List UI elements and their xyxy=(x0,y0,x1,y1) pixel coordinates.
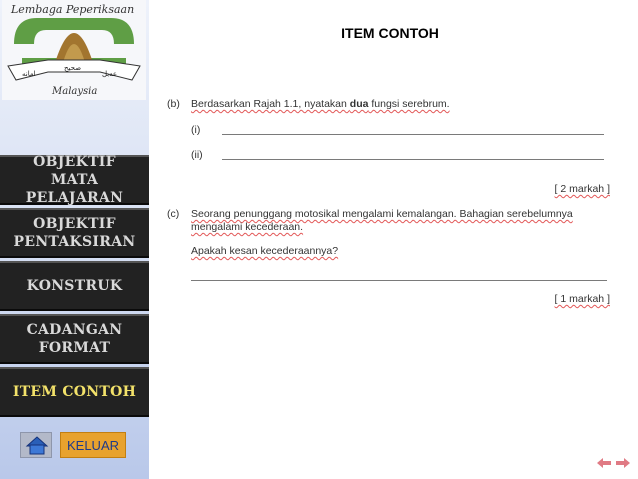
question-c-ask xyxy=(191,245,338,257)
nav-label: OBJEKTIF PENTAKSIRAN xyxy=(13,216,136,250)
nav-objektif-pentaksiran[interactable] xyxy=(0,208,149,258)
answer-line-ii[interactable] xyxy=(222,159,604,160)
marks-c xyxy=(536,293,610,305)
question-c-question: Apakah kesan kecederaannya? xyxy=(191,245,339,257)
home-icon xyxy=(25,435,49,455)
slide-nav xyxy=(596,457,632,469)
marks-b xyxy=(540,183,610,195)
logo xyxy=(2,0,146,100)
home-button[interactable] xyxy=(20,432,52,458)
sub-question-ii: (ii) xyxy=(191,149,203,161)
nav-item-contoh[interactable] xyxy=(0,367,149,417)
logo-banner-center: صحيح xyxy=(64,64,82,72)
logo-arc-text: Lembaga Peperiksaan xyxy=(11,3,135,16)
question-c-line2: mengalami kecederaan. xyxy=(191,221,304,233)
nav-objektif-mata-pelajaran[interactable] xyxy=(0,155,149,205)
question-b-number: (b) xyxy=(167,98,180,110)
sidebar xyxy=(0,0,149,479)
question-c-line1: Seorang penunggang motosikal mengalami kemalangan. Bahagian serebelumnya xyxy=(191,208,573,220)
exit-button[interactable] xyxy=(60,432,126,458)
question-b-text xyxy=(191,98,450,110)
nav-label: KONSTRUK xyxy=(26,278,123,294)
answer-line-c[interactable] xyxy=(191,280,607,281)
nav-label: ITEM CONTOH xyxy=(12,384,137,400)
question-c-text-2 xyxy=(191,221,303,233)
question-b-text-post: fungsi serebrum. xyxy=(368,98,450,110)
question-c-number: (c) xyxy=(167,208,180,220)
prev-arrow-icon[interactable] xyxy=(596,457,612,469)
nav-cadangan-format[interactable] xyxy=(0,314,149,364)
marks-c-label: [ 1 markah ] xyxy=(554,293,610,305)
nav-label: CADANGAN FORMAT xyxy=(26,322,123,356)
answer-line-i[interactable] xyxy=(222,134,604,135)
exit-label: KELUAR xyxy=(66,437,120,453)
logo-banner-left: امانه xyxy=(22,70,36,78)
page-title: ITEM CONTOH xyxy=(341,25,439,41)
marks-b-label: [ 2 markah ] xyxy=(554,183,610,195)
question-b-text-bold: dua xyxy=(349,98,369,110)
sub-question-i: (i) xyxy=(191,124,201,136)
nav-label: OBJEKTIF MATA PELAJARAN xyxy=(25,154,124,206)
question-c-text-1 xyxy=(191,208,573,220)
next-arrow-icon[interactable] xyxy=(615,457,631,469)
nav-konstruk[interactable] xyxy=(0,261,149,311)
logo-banner-right: عدبل xyxy=(102,70,118,78)
logo-bottom-text: Malaysia xyxy=(52,86,98,97)
question-b-text-pre: Berdasarkan Rajah 1.1, nyatakan xyxy=(191,98,350,110)
